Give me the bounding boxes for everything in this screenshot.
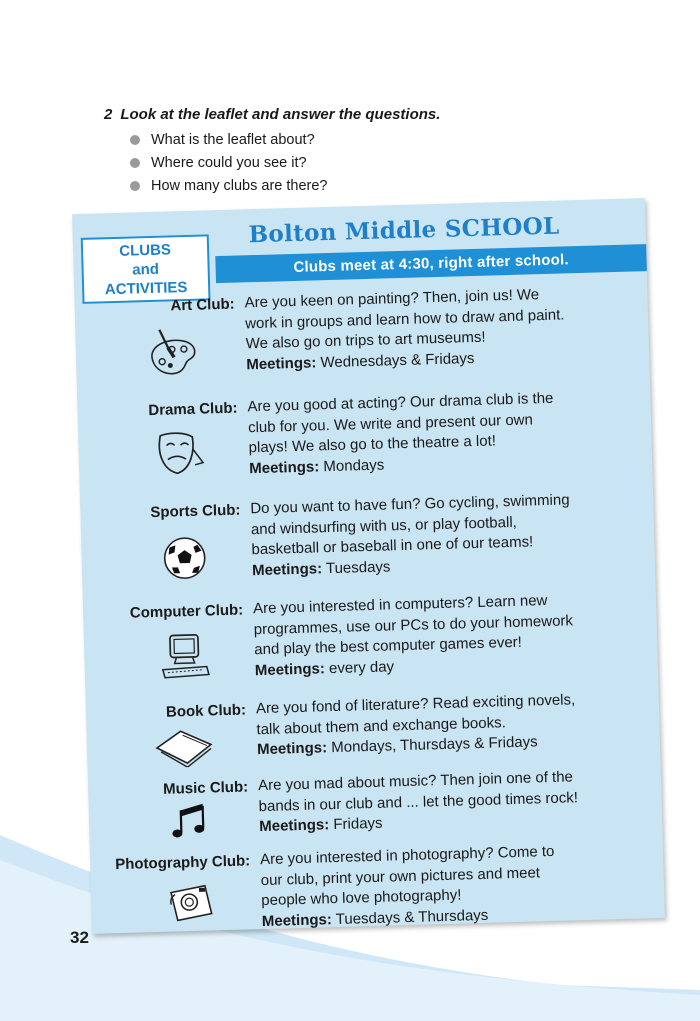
meetings-days: Mondays, Thursdays & Fridays <box>331 733 538 757</box>
meetings-days: every day <box>328 657 395 677</box>
description-line: our club, print your own pictures and meet <box>260 863 541 889</box>
club-description <box>244 282 641 375</box>
computer-icon <box>158 630 213 681</box>
description-line: people who love photography! <box>261 886 462 910</box>
club-drama <box>77 386 650 477</box>
meeting-time-banner: Clubs meet at 4:30, right after school. <box>215 244 647 283</box>
meetings-label: Meetings: <box>258 816 330 836</box>
description-line: programmes, use our PCs to do your homework <box>253 611 574 638</box>
book-icon <box>152 726 215 768</box>
school-name: Bolton Middle SCHOOL <box>248 212 560 249</box>
description-line: Are you mad about music? Then join one of the <box>257 768 574 795</box>
description-line: Are you fond of literature? Read exciting novels, <box>255 691 576 718</box>
club-sports <box>80 488 653 579</box>
question-item: What is the leaflet about? <box>130 129 624 152</box>
club-name: Photography Club: <box>115 852 251 874</box>
description-line: Are you interested in photography? Come to <box>259 842 555 869</box>
club-book <box>86 688 659 759</box>
meetings-days: Mondays <box>323 456 385 475</box>
task-title <box>104 106 624 123</box>
school-leaflet <box>72 198 665 934</box>
meetings-label: Meetings: <box>246 353 317 373</box>
task-instruction: Look at the leaflet and answer the questions. <box>120 106 441 123</box>
club-name: Book Club: <box>165 701 247 721</box>
description-line: We also go on trips to art museums! <box>245 328 486 353</box>
page-number: 32 <box>70 928 89 947</box>
description-line: Are you good at acting? Our drama club is the <box>247 389 554 416</box>
description-line: talk about them and exchange books. <box>256 713 506 738</box>
meetings-label: Meetings: <box>254 659 326 679</box>
question-item: Where could you see it? <box>130 152 624 175</box>
clubs-box-line: CLUBS <box>119 240 172 260</box>
task-section <box>104 106 624 198</box>
club-description <box>256 688 653 761</box>
description-line: and play the best computer games ever! <box>254 633 523 659</box>
club-description <box>260 839 657 932</box>
meetings-days: Tuesdays & Thursdays <box>335 906 489 928</box>
meetings-label: Meetings: <box>256 739 328 759</box>
club-name: Sports Club: <box>150 501 241 522</box>
description-line: Are you keen on painting? Then, join us! We <box>244 286 540 312</box>
meetings-label: Meetings: <box>261 910 333 930</box>
palette-icon <box>145 327 200 378</box>
club-description <box>247 386 644 479</box>
description-line: and windsurfing with us, or play football, <box>250 513 518 538</box>
club-description <box>253 588 650 681</box>
club-description <box>258 765 655 838</box>
meetings-days: Tuesdays <box>325 557 391 577</box>
question-list <box>104 129 624 198</box>
description-line: bands in our club and ... let the good times rock! <box>258 788 579 815</box>
description-line: work in groups and learn how to draw and paint. <box>244 305 565 332</box>
meetings-label: Meetings: <box>248 457 320 477</box>
football-icon <box>161 534 208 581</box>
clubs-box-line: and <box>132 260 160 278</box>
description-line: basketball or baseball in one of our teams! <box>251 533 534 559</box>
question-item: How many clubs are there? <box>130 175 624 198</box>
meetings-days: Fridays <box>333 814 383 834</box>
club-name: Drama Club: <box>148 399 238 420</box>
club-name: Computer Club: <box>129 601 244 622</box>
description-line: plays! We also go to the theatre a lot! <box>248 432 497 457</box>
task-number: 2 <box>104 106 113 123</box>
meetings-label: Meetings: <box>251 559 323 579</box>
club-description <box>250 488 647 581</box>
description-line: club for you. We write and present our own <box>247 410 534 436</box>
meetings-days: Wednesdays & Fridays <box>320 349 475 371</box>
club-computer <box>83 588 656 679</box>
club-name: Music Club: <box>162 778 249 798</box>
camera-icon <box>165 879 220 924</box>
theatre-mask-icon <box>152 428 207 479</box>
description-line: Do you want to have fun? Go cycling, swimming <box>250 491 570 518</box>
clubs-and-activities-label <box>81 234 211 304</box>
music-note-icon <box>171 802 212 843</box>
description-line: Are you interested in computers? Learn new <box>252 592 548 618</box>
clubs-box-line: ACTIVITIES <box>104 278 188 298</box>
club-name: Art Club: <box>170 295 235 315</box>
